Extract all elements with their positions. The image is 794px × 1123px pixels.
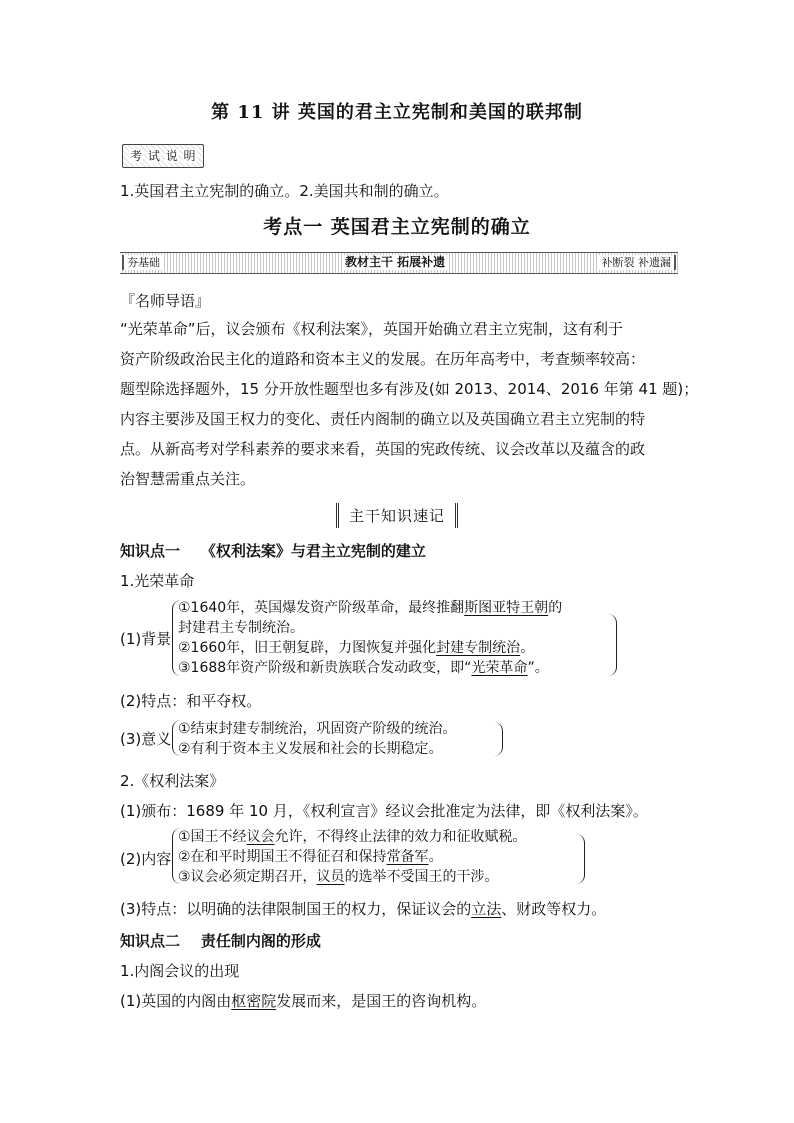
guide-line: 资产阶级政治民主化的道路和资本主义的发展。在历年高考中，考查频率较高： <box>120 350 646 368</box>
guide-line: 治智慧需重点关注。 <box>120 470 256 488</box>
banner-middle: 教材主干 拓展补遗 <box>342 255 448 270</box>
background-item: ②1660年，旧王朝复辟，力图恢复并强化封建专制统治。 <box>178 640 535 656</box>
right-brace <box>608 614 617 676</box>
kp2-title: 知识点二 责任制内阁的形成 <box>120 932 321 950</box>
banner-right: 补断裂 补遗漏 <box>599 255 677 270</box>
exam-tag-char: 明 <box>183 149 196 163</box>
guide-line: 内容主要涉及国王权力的变化、责任内阁制的确立以及英国确立君主立宪制的特 <box>120 410 646 428</box>
lesson-title: 第 11 讲 英国的君主立宪制和美国的联邦制 <box>211 102 583 123</box>
content-label: (2)内容 <box>120 850 172 868</box>
kp1-sub-glorious-revolution: 1.光荣革命 <box>120 572 195 590</box>
meaning-item: ②有利于资本主义发展和社会的长期稳定。 <box>178 741 443 757</box>
kp2-sub-cabinet: 1.内阁会议的出现 <box>120 962 240 980</box>
background-item: ③1688年资产阶级和新贵族联合发动政变，即“光荣革命”。 <box>178 660 549 676</box>
guide-line: 题型除选择题外，15 分开放性题型也多有涉及(如 2013、2014、2016 年第 41 题)； <box>120 380 699 398</box>
banner-left: 夯基础 <box>122 255 163 270</box>
exam-description-tag <box>122 144 204 168</box>
background-item: ①1640年，英国爆发资产阶级革命，最终推翻斯图亚特王朝的 <box>178 600 563 616</box>
feature-line: (2)特点：和平夺权。 <box>120 692 262 710</box>
kp1-sub-bill-of-rights: 2.《权利法案》 <box>120 772 225 790</box>
section-title: 考点一 英国君主立宪制的确立 <box>263 216 531 238</box>
guide-line: 点。从新高考对学科素养的要求来看，英国的宪政传统、议会改革以及蕴含的政 <box>120 440 646 458</box>
guide-line: “光荣革命”后，议会颁布《权利法案》，英国开始确立君主立宪制，这有利于 <box>120 320 624 338</box>
background-item: 封建君主专制统治。 <box>178 620 304 636</box>
knowledge-heading: 主干知识速记 <box>0 503 794 528</box>
kp1-title: 知识点一 《权利法案》与君主立宪制的建立 <box>120 542 426 560</box>
content-item: ②在和平时期国王不得征召和保持常备军。 <box>178 849 443 865</box>
meaning-label: (3)意义 <box>120 730 172 748</box>
issue-line: (1)颁布：1689 年 10 月，《权利宣言》经议会批准定为法律，即《权利法案》。 <box>120 802 648 820</box>
right-brace <box>576 834 585 884</box>
exam-tag-char: 考 <box>130 149 143 163</box>
exam-tag-char: 说 <box>165 149 178 163</box>
content-item: ③议会必须定期召开，议员的选举不受国王的干涉。 <box>178 869 499 885</box>
section-banner <box>120 252 678 274</box>
background-label: (1)背景 <box>120 630 172 648</box>
right-brace <box>494 722 503 756</box>
kp2-paragraph: (1)英国的内阁由枢密院发展而来，是国王的咨询机构。 <box>120 992 487 1010</box>
meaning-item: ①结束封建专制统治，巩固资产阶级的统治。 <box>178 721 457 737</box>
exam-description: 1.英国君主立宪制的确立。2.美国共和制的确立。 <box>120 182 449 200</box>
guide-label: 『名师导语』 <box>120 292 211 310</box>
exam-tag-char: 试 <box>147 149 160 163</box>
feature2-line: (3)特点：以明确的法律限制国王的权力，保证议会的立法、财政等权力。 <box>120 900 607 918</box>
content-item: ①国王不经议会允许，不得终止法律的效力和征收赋税。 <box>178 829 527 845</box>
